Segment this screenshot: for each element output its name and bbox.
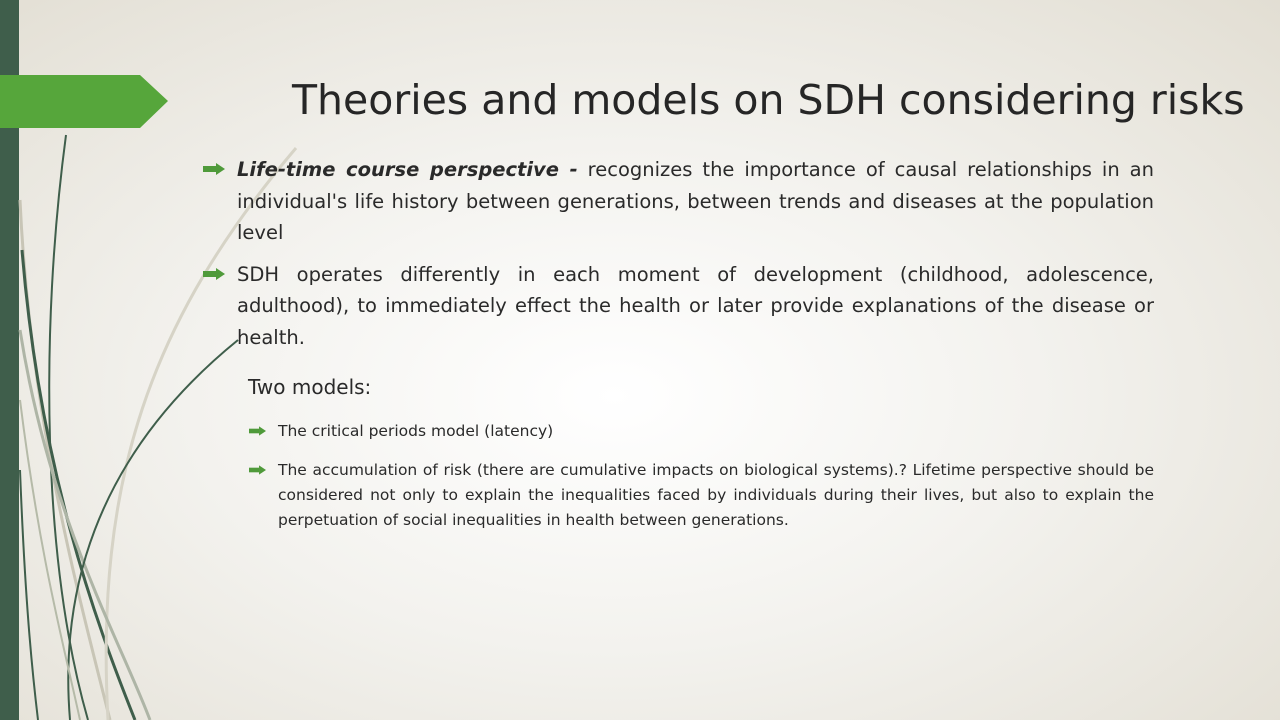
- bullet-item: [203, 154, 1154, 249]
- sub-bullet-text: The accumulation of risk (there are cumulative impacts on biological systems).? Lifetime perspective should be considered not only to explain the inequalities faced by individuals during their lives, but also to explain the perpetuation of social inequalities in health between generations.: [278, 461, 1154, 529]
- sub-heading: Two models:: [248, 375, 372, 399]
- arrow-bullet-icon: [203, 268, 225, 280]
- slide-title: Theories and models on SDH considering risks: [292, 76, 1245, 124]
- sub-bullet-list: [249, 419, 1154, 547]
- bullet-list: [203, 154, 1154, 363]
- bullet-lead: Life-time course perspective -: [237, 158, 578, 181]
- arrow-bullet-icon: [249, 426, 266, 436]
- sub-bullet-text: The critical periods model (latency): [278, 422, 554, 440]
- left-accent-bar: [0, 0, 19, 720]
- sub-bullet-item: [249, 458, 1154, 533]
- bullet-text: recognizes the importance of causal relationships in an individual's life history between generations, between trends and diseases at the population level: [237, 158, 1154, 244]
- bullet-item: [203, 259, 1154, 354]
- arrow-bullet-icon: [249, 465, 266, 475]
- title-accent-arrow: [0, 75, 168, 128]
- sub-bullet-item: [249, 419, 1154, 444]
- bullet-text: SDH operates differently in each moment of development (childhood, adolescence, adulthood), to immediately effect the health or later provide explanations of the disease or health.: [237, 262, 1154, 349]
- arrow-bullet-icon: [203, 163, 225, 175]
